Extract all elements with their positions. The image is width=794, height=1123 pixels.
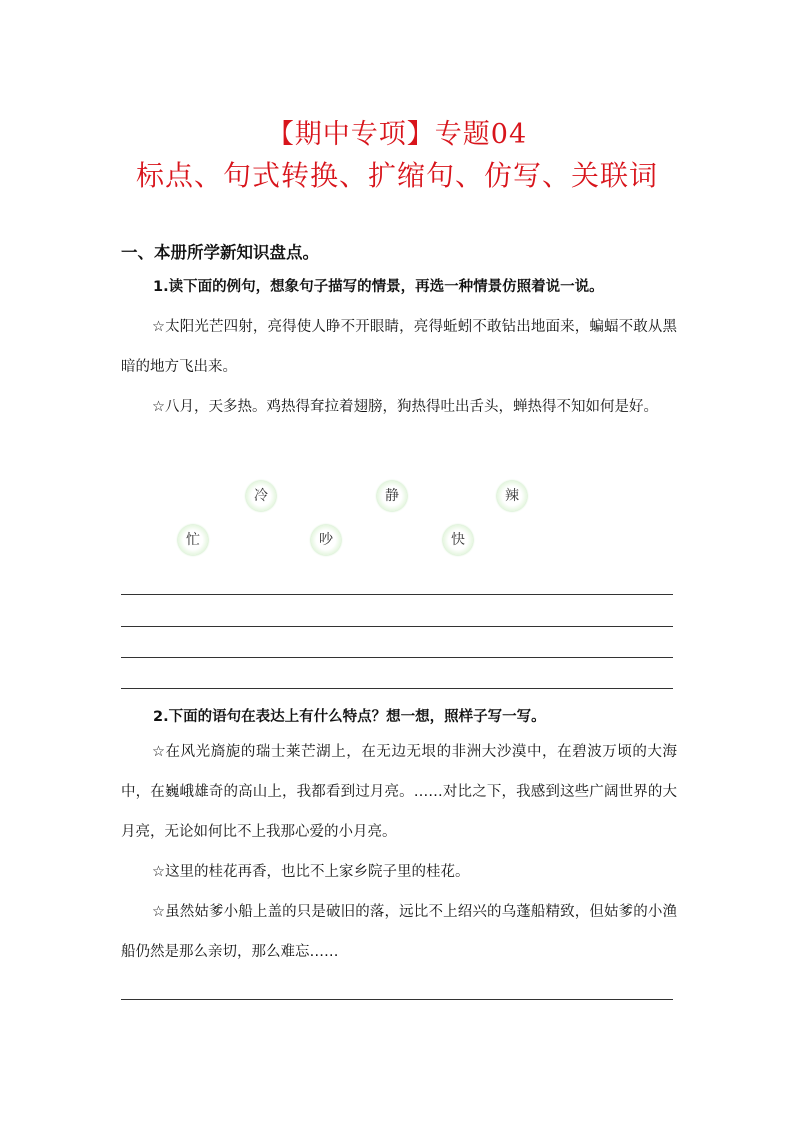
answer-line[interactable] [121, 626, 673, 627]
document-title: 【期中专项】专题04 [266, 119, 528, 150]
answer-line[interactable] [121, 657, 673, 658]
example-sentence: ☆这里的桂花再香，也比不上家乡院子里的桂花。 [152, 864, 470, 880]
word-bubble-cold: 冷 [246, 481, 276, 511]
example-sentence: ☆在风光旖旎的瑞士莱芒湖上，在无边无垠的非洲大沙漠中，在碧波万顷的大海中，在巍峨雄奇的高山上，我都看到过月亮。……对比之下，我感到这些广阔世界的大月亮，无论如何比不上我那心爱的小月亮。 [121, 744, 677, 840]
example-sentence: ☆太阳光芒四射，亮得使人睁不开眼睛，亮得蚯蚓不敢钻出地面来，蝙蝠不敢从黑暗的地方飞出来。 [121, 319, 677, 375]
word-bubble-noisy: 吵 [311, 525, 341, 555]
section-heading: 一、本册所学新知识盘点。 [121, 243, 319, 262]
question-1-prompt: 1.读下面的例句，想象句子描写的情景，再选一种情景仿照着说一说。 [153, 279, 604, 295]
word-bubble-spicy: 辣 [497, 481, 527, 511]
question-2-prompt: 2.下面的语句在表达上有什么特点？想一想，照样子写一写。 [153, 709, 546, 725]
word-bubble-busy: 忙 [178, 525, 208, 555]
answer-line[interactable] [121, 594, 673, 595]
word-bubble-quiet: 静 [377, 481, 407, 511]
answer-line[interactable] [121, 999, 673, 1000]
example-sentence: ☆八月，天多热。鸡热得耷拉着翅膀，狗热得吐出舌头，蝉热得不知如何是好。 [152, 399, 658, 415]
word-bubble-fast: 快 [443, 525, 473, 555]
document-subtitle: 标点、句式转换、扩缩句、仿写、关联词 [135, 159, 658, 192]
example-sentence: ☆虽然姑爹小船上盖的只是破旧的落，远比不上绍兴的乌蓬船精致，但姑爹的小渔船仍然是那么亲切，那么难忘…… [121, 904, 677, 960]
answer-line[interactable] [121, 688, 673, 689]
